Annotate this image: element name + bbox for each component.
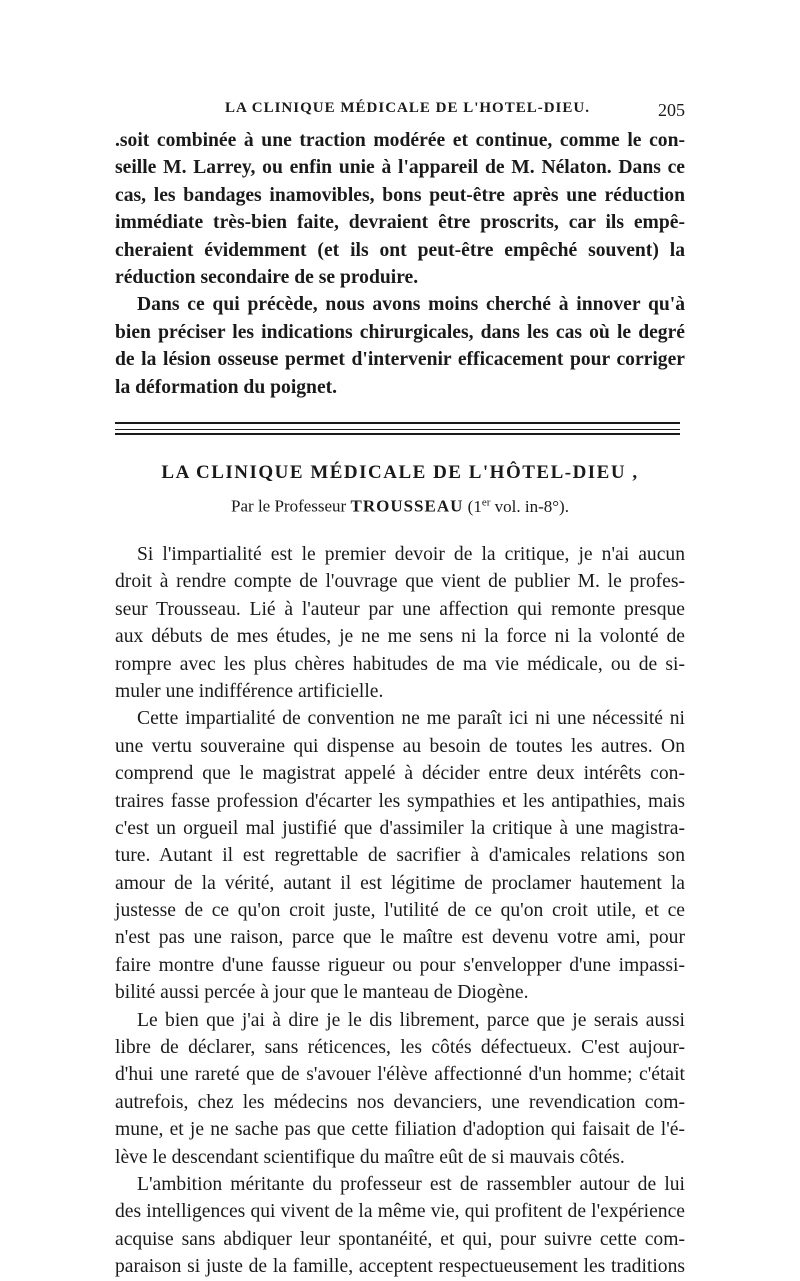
text-line: justesse de ce qu'on croit juste, l'utilité de ce qu'on croit utile, et ce <box>115 900 685 922</box>
text-line: cheraient évidemment (et ils ont peut-être empêché souvent) la <box>115 239 685 261</box>
text-line: Si l'impartialité est le premier devoir de la critique, je n'ai aucun <box>137 544 685 565</box>
text-line: seur Trousseau. Lié à l'auteur par une affection qui remonte presque <box>115 598 685 620</box>
body-text <box>115 541 685 1281</box>
text-line: Cette impartialité de convention ne me paraît ici ni une nécessité ni <box>137 708 685 730</box>
text-line: lève le descendant scientifique du maître eût de si mauvais côtés. <box>115 1146 625 1168</box>
text-line: seille M. Larrey, ou enfin unie à l'appareil de M. Nélaton. Dans ce <box>115 157 685 179</box>
text-line: .soit combinée à une traction modérée et continue, comme le con- <box>115 130 685 151</box>
text-line: rompre avec les plus chères habitudes de ma vie médicale, ou de si- <box>115 653 685 675</box>
section-title: LA CLINIQUE MÉDICALE DE L'HÔTEL-DIEU , <box>161 462 639 483</box>
text-line: amour de la vérité, autant il est légitime de proclamer hautement la <box>115 872 685 894</box>
byline-volume-rest: vol. in-8°). <box>494 496 569 516</box>
byline-volume <box>468 497 569 516</box>
text-line: de la lésion osseuse permet d'intervenir efficacement pour corriger <box>115 349 685 371</box>
text-line: droit à rendre compte de l'ouvrage que vient de publier M. le profes- <box>115 571 685 593</box>
intro-paragraph <box>115 127 685 401</box>
byline-volume-open: (1 <box>467 496 482 516</box>
text-line: une vertu souveraine qui dispense au besoin de toutes les autres. On <box>115 735 685 757</box>
text-line: Dans ce qui précède, nous avons moins cherché à innover qu'à <box>137 294 685 316</box>
divider-rule-bottom <box>115 433 680 435</box>
byline <box>115 496 685 517</box>
text-line: acquise sans abdiquer leur spontanéité, et qui, pour suivre cette com- <box>115 1228 685 1250</box>
text-line: bilité aussi percée à jour que le manteau de Diogène. <box>115 982 529 1004</box>
text-line: cas, les bandages inamovibles, bons peut-être après une réduction <box>115 184 685 206</box>
text-line: c'est un orgueil mal justifié que d'assimiler la critique à une magistra- <box>115 817 685 839</box>
text-line: ture. Autant il est regrettable de sacrifier à d'amicales relations son <box>115 845 685 867</box>
byline-prefix: Par le Professeur <box>231 496 347 516</box>
text-line: libre de déclarer, sans réticences, les côtés défectueux. C'est aujour- <box>115 1037 685 1059</box>
text-line: comprend que le magistrat appelé à décider entre deux intérêts con- <box>115 763 685 785</box>
text-line: L'ambition méritante du professeur est de rassembler autour de lui <box>137 1173 685 1195</box>
divider-rule-top <box>115 422 680 424</box>
text-line: bien préciser les indications chirurgicales, dans les cas où le degré <box>115 321 685 343</box>
running-head <box>115 100 685 122</box>
text-line: faire montre d'une fausse rigueur ou pour s'envelopper d'une impassi- <box>115 954 685 976</box>
running-title: LA CLINIQUE MÉDICALE DE L'HOTEL-DIEU. <box>225 100 590 116</box>
text-line: mune, et je ne sache pas que cette filiation d'adoption qui faisait de l'é- <box>115 1119 685 1141</box>
text-line: autrefois, chez les médecins nos devanciers, une revendication com- <box>115 1091 685 1113</box>
text-line: réduction secondaire de se produire. <box>115 266 419 288</box>
text-line: aux débuts de mes études, je ne me sens ni la force ni la volonté de <box>115 626 685 648</box>
text-line: traires fasse profession d'écarter les sympathies et les antipathies, mais <box>115 790 685 812</box>
page-number: 205 <box>658 100 685 120</box>
text-line: muler une indifférence artificielle. <box>115 680 384 702</box>
text-line: n'est pas une raison, parce que le maître est devenu votre ami, pour <box>115 927 685 949</box>
text-line: d'hui une rareté que de s'avouer l'élève affectionné d'un homme; c'était <box>115 1064 685 1086</box>
text-line: immédiate très-bien faite, devraient être proscrits, car ils empê- <box>115 212 685 234</box>
text-line: paraison si juste de la famille, acceptent respectueusement les traditions <box>115 1256 685 1278</box>
byline-volume-sup: er <box>481 496 491 508</box>
section-divider <box>115 422 680 436</box>
divider-rule-middle <box>115 429 680 430</box>
text-line: la déformation du poignet. <box>115 376 338 398</box>
text-line: Le bien que j'ai à dire je le dis librement, parce que je serais aussi <box>137 1009 685 1031</box>
byline-author: TROUSSEAU <box>350 496 464 516</box>
text-line: des intelligences qui vivent de la même vie, qui profitent de l'expérience <box>115 1201 685 1223</box>
